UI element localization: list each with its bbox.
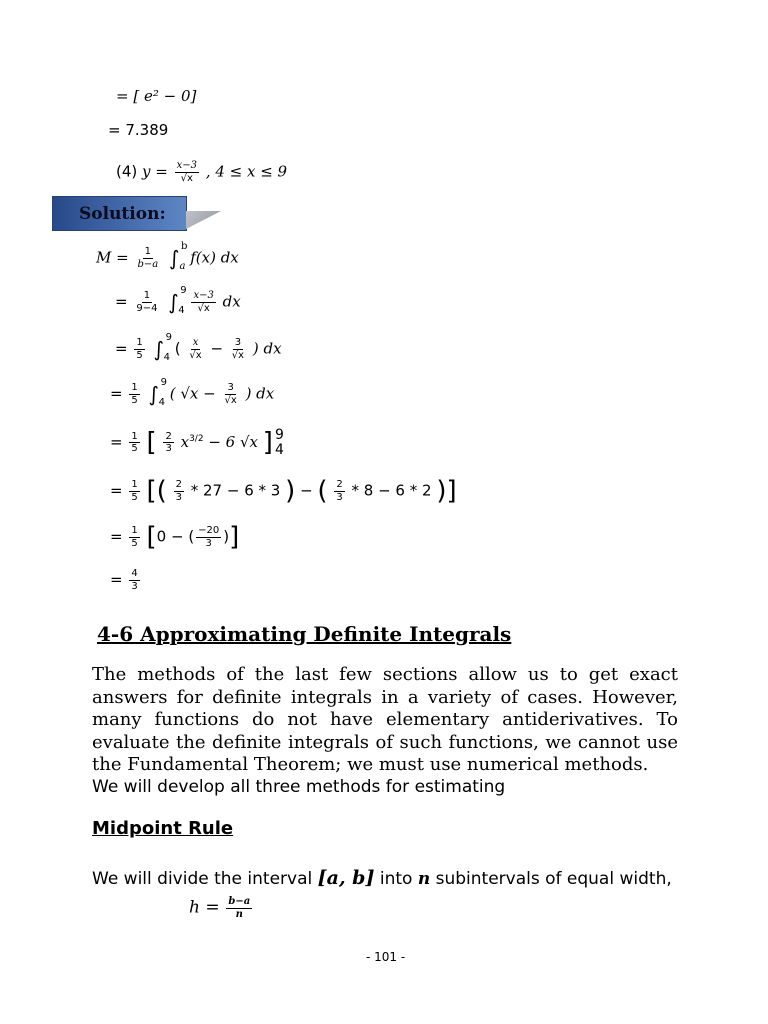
midpoint-rule-title: Midpoint Rule — [92, 818, 234, 839]
h-lhs: h = — [189, 897, 220, 918]
step-3-dx: ) dx — [252, 339, 282, 358]
step-3-term-b — [230, 337, 246, 361]
develop-line: We will develop all three methods for estimating — [92, 777, 506, 797]
step-3-term-b-num: 3 — [234, 337, 242, 348]
step-2-integrand — [191, 290, 215, 314]
problem-y: y = — [142, 162, 168, 181]
step-2-dx: dx — [222, 292, 241, 311]
integral-sign: ∫ 9 4 — [168, 285, 187, 316]
step-4-den: 5 — [131, 394, 138, 406]
lower-bound: 4 — [178, 305, 185, 316]
problem-fraction-denominator: √x — [180, 172, 193, 184]
step-5-exponent: 3/2 — [189, 434, 204, 445]
step-5-rest: − 6 √x — [208, 433, 259, 452]
step-3-num: 1 — [136, 337, 143, 348]
body-paragraph: The methods of the last few sections allow us to get exact answers for definite integrals in a variety of cases. However, many functions do not have elementary antiderivatives. To evaluate the definite integrals of such functions, we cannot use the Fundamental Theorem; we must use numerical methods. — [92, 664, 678, 775]
solution-banner — [52, 196, 187, 231]
integral-sign: ∫ 9 4 — [153, 332, 172, 363]
equation-line-1 — [116, 89, 196, 104]
step-3-term-a-num: x — [192, 337, 199, 348]
integral-sign: ∫ b a — [169, 241, 188, 272]
step-5-coef — [163, 431, 173, 455]
divide-line — [92, 867, 672, 889]
step-5-fraction — [129, 431, 139, 455]
step-5-coef-num: 2 — [165, 430, 172, 442]
step-2-integrand-den: √x — [197, 302, 210, 314]
solution-label: Solution: — [79, 204, 166, 224]
divide-n: n — [417, 869, 431, 889]
step-5-coef-den: 3 — [165, 443, 172, 455]
problem-fraction — [175, 160, 199, 184]
step-4-term-b-num: 3 — [227, 382, 234, 393]
problem-number: (4) — [116, 162, 138, 181]
upper-bound: 9 — [165, 332, 172, 343]
upper-bound: 9 — [160, 377, 167, 388]
step-6-num: 1 — [131, 479, 138, 490]
step-4-term-b — [222, 382, 238, 406]
step-3: = $\frac{1}{5}$ ∫ 9 4 ( $\frac{x}{√x}$ − $\frac{3}{√x}$ ) dx — [115, 332, 282, 363]
step-4-term-b-den: √x — [224, 394, 237, 406]
expr-e-squared: = [ e² − 0] — [116, 87, 197, 105]
lower-bound: a — [179, 261, 186, 272]
step-2: = $\frac{1}{9-4}$ ∫ 9 4 $\frac{x-3}{√x}$ dx — [115, 285, 241, 316]
divide-text-a: We will divide the interval — [92, 869, 313, 889]
step-6-term-b: * 8 − 6 * 2 — [351, 481, 432, 500]
step-1-rest: f(x) dx — [190, 248, 239, 267]
step-4-fraction — [129, 382, 139, 406]
step-7-num: 1 — [131, 525, 138, 536]
step-7-inner-num: −20 — [198, 525, 220, 536]
upper-bound: b — [181, 241, 188, 252]
step-6-coef-b — [334, 479, 344, 503]
step-7-mid: 0 − ( — [156, 527, 195, 546]
step-2-integrand-num: x−3 — [193, 290, 214, 301]
step-1-num: 1 — [144, 246, 152, 257]
step-6-coef-a — [174, 479, 184, 503]
problem-4-statement — [116, 160, 287, 184]
h-definition — [189, 896, 254, 920]
step-6-coef-b-den: 3 — [336, 491, 343, 503]
interval-ab: [a, b] — [317, 867, 375, 889]
step-8-num: 4 — [131, 568, 138, 579]
step-2-num: 1 — [143, 290, 151, 301]
step-2-den: 9−4 — [136, 302, 158, 314]
h-fraction — [226, 896, 252, 920]
upper-bound: 9 — [180, 285, 187, 296]
step-5-den: 5 — [131, 443, 138, 455]
step-4-mid: ( √x − — [169, 384, 216, 403]
step-5-num: 1 — [131, 430, 138, 442]
result-value: = 7.389 — [108, 121, 169, 139]
solution-banner-shadow — [186, 211, 221, 229]
step-6-coef-a-den: 3 — [175, 491, 182, 503]
step-6: = $\frac{1}{5}$ [( $\frac{2}{3}$ * 27 − 6 * 3 ) − ( $\frac{2}{3}$ * 8 − 6 * 2 )] — [110, 476, 457, 506]
step-4-num: 1 — [131, 382, 138, 393]
h-num: b−a — [228, 896, 251, 907]
step-6-coef-a-num: 2 — [175, 479, 182, 490]
step-5-x: x — [180, 433, 190, 452]
step-3-term-a — [187, 337, 203, 361]
step-4-dx: ) dx — [245, 384, 275, 403]
step-3-den: 5 — [136, 349, 143, 361]
divide-text-b: into — [379, 869, 413, 889]
step-5-bounds — [275, 428, 284, 457]
problem-fraction-numerator: x−3 — [176, 160, 198, 171]
step-3-term-b-den: √x — [231, 349, 245, 361]
step-8-result — [129, 568, 139, 592]
step-8: = $\frac{4}{3}$ — [110, 568, 138, 592]
step-5: = $\frac{1}{5}$ [ $\frac{2}{3}$ $x^{3/2} - 6$ √x ] 9 4 — [110, 427, 284, 458]
step-3-term-a-den: √x — [189, 349, 202, 361]
step-7-inner-den: 3 — [205, 537, 212, 549]
step-6-coef-b-num: 2 — [336, 479, 343, 490]
problem-range: , 4 ≤ x ≤ 9 — [205, 162, 288, 181]
step-7-den: 5 — [131, 537, 138, 549]
lower-bound: 4 — [158, 397, 165, 408]
step-7: = $\frac{1}{5}$ [0 − ( $\frac{-20}{3}$ )] — [110, 522, 240, 552]
lower-bound: 4 — [163, 352, 170, 363]
step-7-fraction — [129, 525, 139, 549]
section-title: 4-6 Approximating Definite Integrals — [97, 622, 512, 646]
step-1-lhs: M = — [96, 248, 129, 267]
page-number: - 101 - — [366, 950, 406, 964]
h-den: n — [235, 908, 243, 920]
step-4: = $\frac{1}{5}$ ∫ 9 4 ( √x − $\frac{3}{√x}$ ) dx — [110, 377, 275, 408]
step-5-lower: 4 — [274, 441, 284, 458]
integral-sign: ∫ 9 4 — [148, 377, 167, 408]
divide-text-c: subintervals of equal width, — [435, 869, 672, 889]
step-5-upper: 9 — [274, 427, 284, 443]
step-6-term-a: * 27 − 6 * 3 — [190, 481, 281, 500]
step-2-fraction — [134, 290, 159, 314]
step-6-den: 5 — [131, 491, 138, 503]
step-1-den: b−a — [137, 258, 159, 270]
equation-line-2 — [108, 123, 168, 138]
step-6-fraction — [129, 479, 139, 503]
step-3-fraction — [134, 337, 144, 361]
step-1-fraction — [135, 246, 160, 270]
step-7-inner-fraction — [196, 525, 221, 549]
step-8-den: 3 — [131, 580, 138, 592]
step-1 — [96, 241, 239, 272]
